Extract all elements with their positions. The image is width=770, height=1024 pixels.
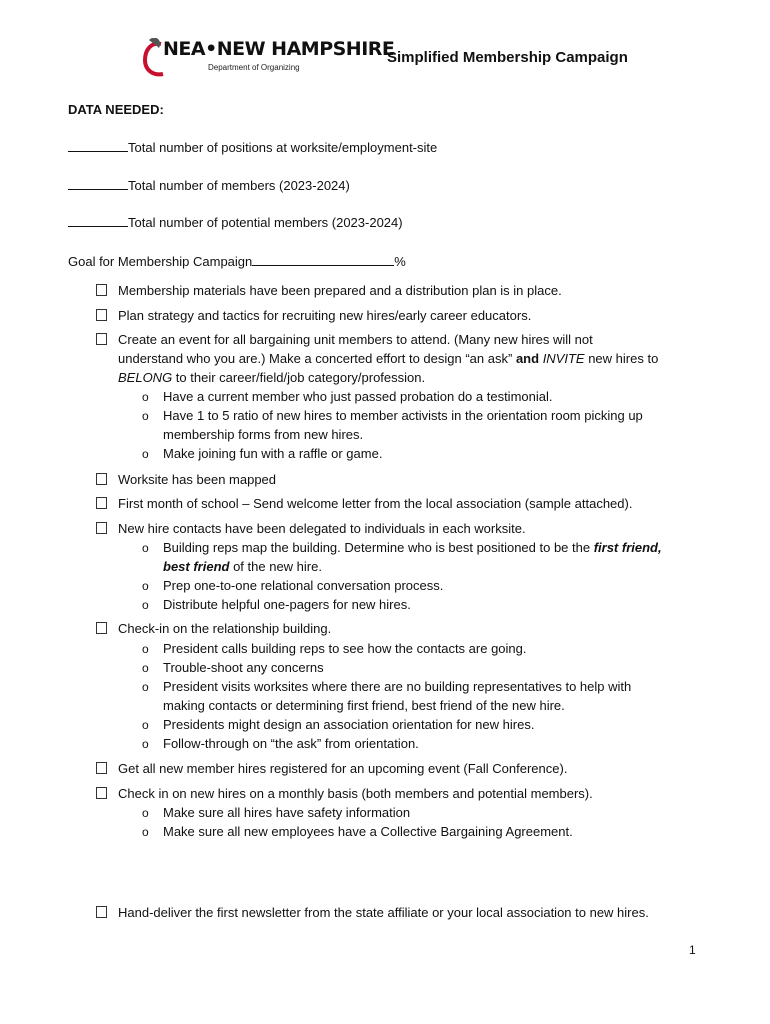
bullet-icon: o [142, 541, 149, 555]
bullet-icon: o [142, 447, 149, 461]
sub-item: Make sure all hires have safety information [163, 805, 411, 820]
checkbox[interactable] [96, 906, 107, 918]
text-span-bold-italic: best friend [163, 559, 230, 574]
sub-item-cont: making contacts or determining first friend, best friend of the new hire. [163, 698, 565, 713]
bullet-icon: o [142, 598, 149, 612]
checklist-item: New hire contacts have been delegated to individuals in each worksite. [118, 521, 526, 536]
bullet-icon: o [142, 661, 149, 675]
sub-item-cont: membership forms from new hires. [163, 427, 364, 442]
text-span: to their career/field/job category/profession. [172, 370, 426, 385]
checklist-item-cont [118, 369, 425, 387]
goal-line [68, 253, 406, 271]
checkbox[interactable] [96, 309, 107, 321]
checklist-item: First month of school – Send welcome letter from the local association (sample attached). [118, 496, 633, 511]
checklist-item-cont [118, 350, 658, 368]
bullet-icon: o [142, 825, 149, 839]
nea-nh-logo [143, 18, 395, 76]
logo-subtitle: Department of Organizing [208, 63, 300, 72]
checklist-item: Get all new member hires registered for an upcoming event (Fall Conference). [118, 761, 568, 776]
bullet-icon: o [142, 718, 149, 732]
text-span: new hires to [584, 351, 659, 366]
data-line-label: Total number of positions at worksite/employment-site [128, 140, 438, 155]
checkbox[interactable] [96, 522, 107, 534]
data-needed-heading: DATA NEEDED: [68, 102, 164, 117]
checklist-item: Worksite has been mapped [118, 472, 277, 487]
checkbox[interactable] [96, 787, 107, 799]
logo-wordmark: NEA•NEW HAMPSHIRE [163, 38, 395, 60]
fill-in-blank[interactable] [68, 139, 128, 152]
sub-item: Follow-through on “the ask” from orientation. [163, 736, 419, 751]
checklist-item: Hand-deliver the first newsletter from the state affiliate or your local association to new hires. [118, 905, 649, 920]
checkbox[interactable] [96, 497, 107, 509]
sub-item: President calls building reps to see how the contacts are going. [163, 641, 527, 656]
data-line-label: Total number of potential members (2023-2024) [128, 215, 403, 230]
sub-item: Make joining fun with a raffle or game. [163, 446, 383, 461]
text-span: understand who you are.) Make a concerted effort to design “an ask” [118, 351, 516, 366]
sub-item-cont [163, 558, 322, 576]
sub-item: Distribute helpful one-pagers for new hires. [163, 597, 411, 612]
checklist-item: Check-in on the relationship building. [118, 621, 332, 636]
checkbox[interactable] [96, 622, 107, 634]
data-line-label: Total number of members (2023-2024) [128, 178, 350, 193]
text-span-bold-italic: first friend, [593, 540, 662, 555]
checkbox[interactable] [96, 333, 107, 345]
text-span-italic: BELONG [118, 370, 173, 385]
document-title: Simplified Membership Campaign [387, 49, 628, 66]
sub-item: Trouble-shoot any concerns [163, 660, 324, 675]
bullet-icon: o [142, 737, 149, 751]
sub-item [163, 539, 662, 557]
bullet-icon: o [142, 390, 149, 404]
bullet-icon: o [142, 409, 149, 423]
sub-item: Presidents might design an association orientation for new hires. [163, 717, 535, 732]
bullet-icon: o [142, 680, 149, 694]
text-span-bold: and [515, 351, 540, 366]
page-number: 1 [689, 943, 696, 957]
checkbox[interactable] [96, 762, 107, 774]
checklist-item: Create an event for all bargaining unit members to attend. (Many new hires will not [118, 332, 593, 347]
fill-in-blank[interactable] [68, 177, 128, 190]
text-span: of the new hire. [229, 559, 322, 574]
text-span-italic: INVITE [542, 351, 585, 366]
goal-blank[interactable] [252, 253, 394, 266]
sub-item: President visits worksites where there are no building representatives to help with [163, 679, 632, 694]
goal-percent: % [394, 254, 406, 269]
bullet-icon: o [142, 806, 149, 820]
sub-item: Make sure all new employees have a Collective Bargaining Agreement. [163, 824, 573, 839]
data-line-positions [68, 139, 437, 157]
data-line-members [68, 177, 350, 195]
checklist-item: Membership materials have been prepared and a distribution plan is in place. [118, 283, 562, 298]
checklist-item: Check in on new hires on a monthly basis (both members and potential members). [118, 786, 593, 801]
checkbox[interactable] [96, 473, 107, 485]
checkbox[interactable] [96, 284, 107, 296]
sub-item: Have a current member who just passed probation do a testimonial. [163, 389, 553, 404]
checklist-item: Plan strategy and tactics for recruiting new hires/early career educators. [118, 308, 532, 323]
data-line-potential [68, 214, 403, 232]
text-span: Building reps map the building. Determine who is best positioned to be the [163, 540, 594, 555]
sub-item: Prep one-to-one relational conversation process. [163, 578, 444, 593]
bullet-icon: o [142, 642, 149, 656]
sub-item: Have 1 to 5 ratio of new hires to member activists in the orientation room picking up [163, 408, 643, 423]
bullet-icon: o [142, 579, 149, 593]
goal-label: Goal for Membership Campaign [68, 254, 253, 269]
fill-in-blank[interactable] [68, 214, 128, 227]
